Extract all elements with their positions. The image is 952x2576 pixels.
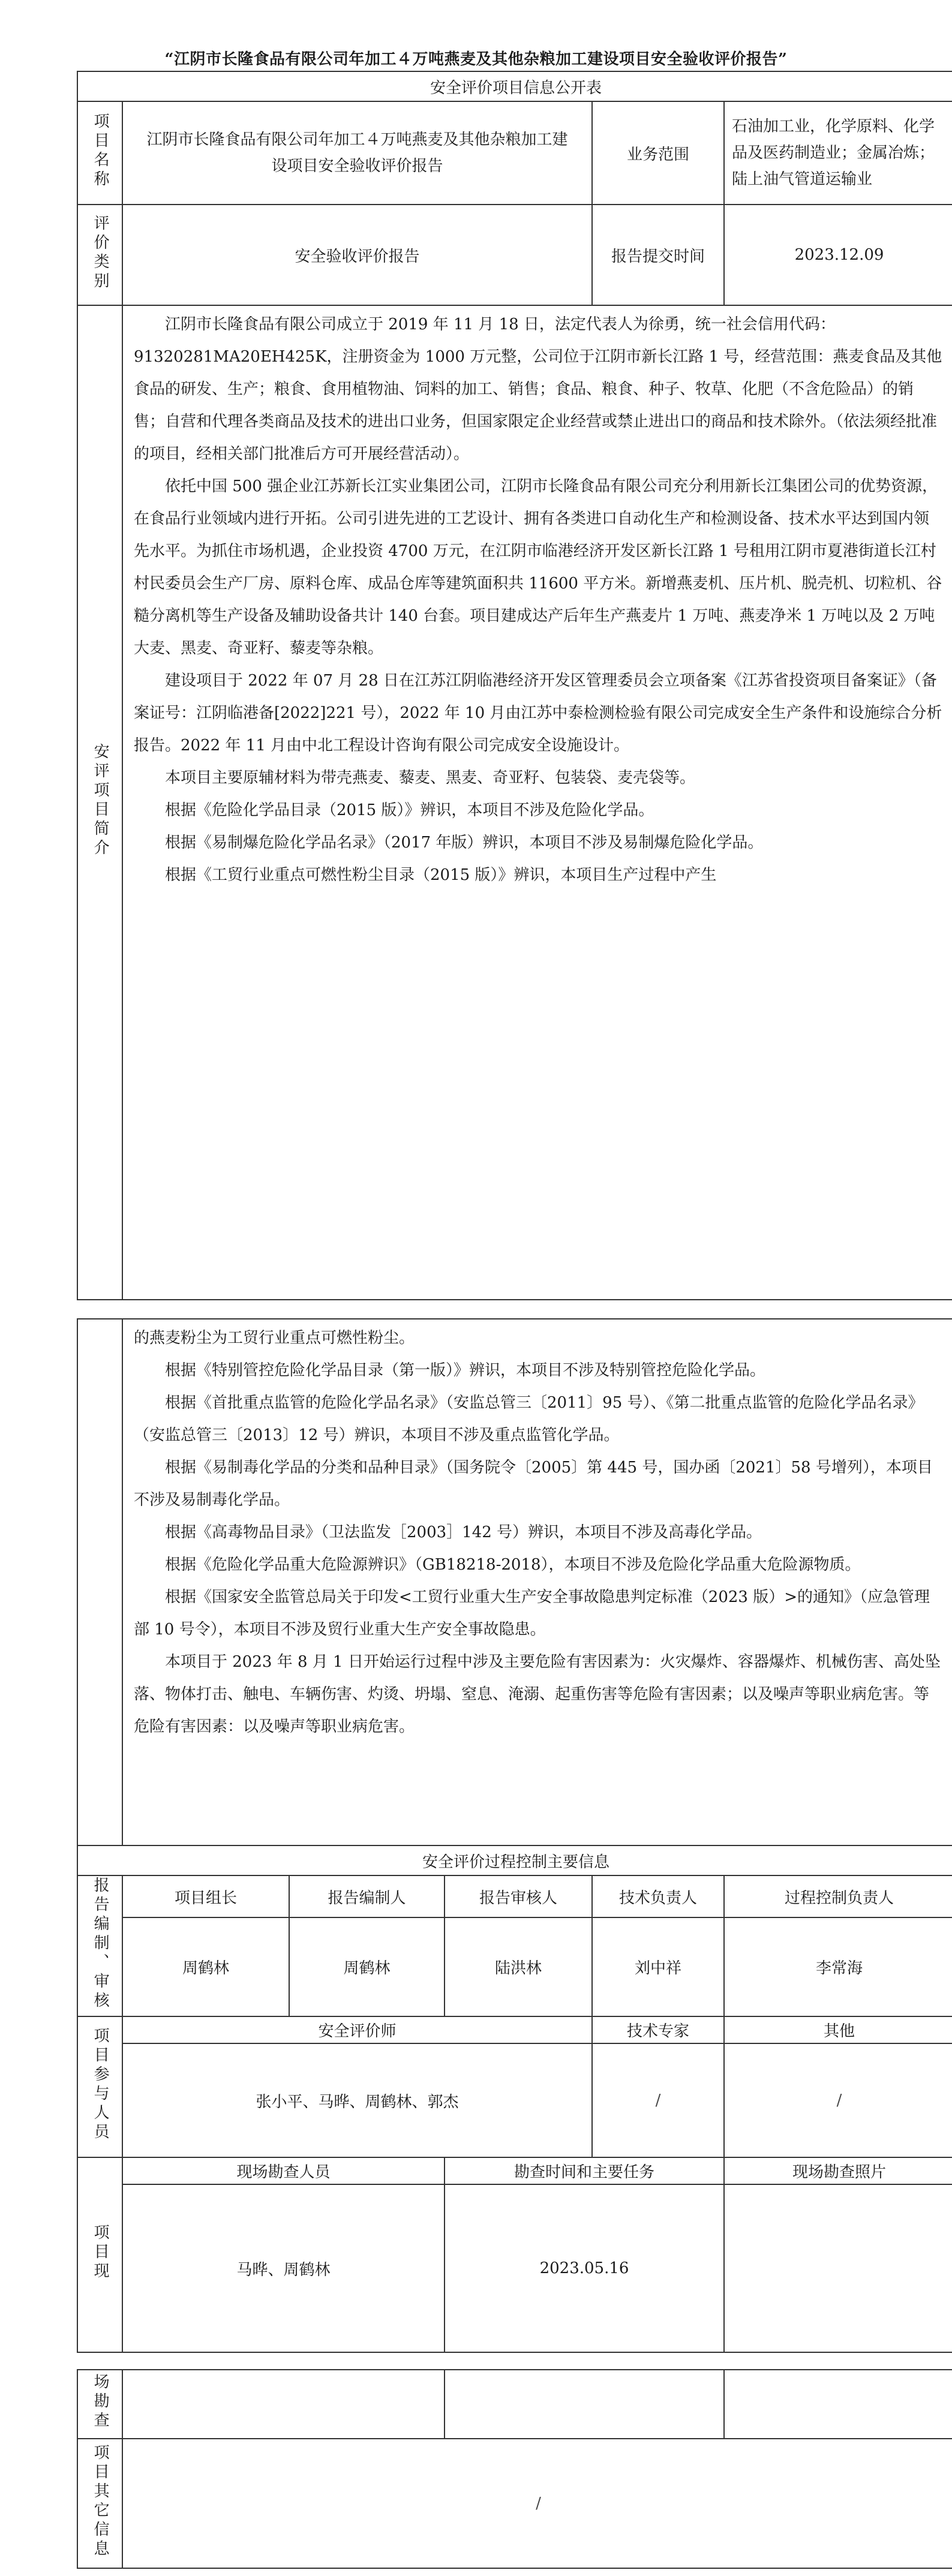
survey-label-top: 项目现 <box>91 2224 110 2282</box>
report-label: 报告编制、审核 <box>91 1877 110 2011</box>
intro-paragraph: 依托中国 500 强企业江苏新长江实业集团公司，江阴市长隆食品有限公司充分利用新长江集团公司的优势资源，在食品行业领域内进行开拓。公司引进先进的工艺设计、拥有各类进口自动化生产和检测设备、技术水平达到国内领先水平。为抓住市场机遇，企业投资 4700 万元，在江阴市临港经济开发区新长江路 1 号租用江阴市夏港街道长江村村民委员会生产厂房、原料仓库、成品仓库等建筑面积共 11600 平方米。新增燕麦机、压片机、脱壳机、切粒机、谷糙分离机等生产设备及辅助设备共计 140 台套。项目建成达产后年生产燕麦片 1 万吨、燕麦净米 1 万吨以及 2 万吨大麦、黑麦、奇亚籽、藜麦等杂粮。 <box>134 477 942 657</box>
col-tech-expert: 技术专家 <box>592 2016 724 2043</box>
intro-paragraph: 江阴市长隆食品有限公司成立于 2019 年 11 月 18 日，法定代表人为徐勇，统一社会信用代码：91320281MA20EH425K，注册资金为 1000 万元整，公司位于江阴市新长江路 1 号，经营范围：燕麦食品及其他食品的研发、生产；粮食、食用植物油、饲料的加工、销售；食品、粮食、种子、牧草、化肥（不含危险品）的销售；自营和代理各类商品及技术的进出口业务，但国家限定企业经营或禁止进出口的商品和技术除外。（依法须经批准的项目，经相关部门批准后方可开展经营活动）。 <box>134 315 942 463</box>
submit-time-label: 报告提交时间 <box>592 205 724 305</box>
other-participants: / <box>724 2043 952 2157</box>
col-tech-lead: 技术负责人 <box>592 1875 724 1917</box>
survey-staff: 马晔、周鹤林 <box>122 2184 445 2352</box>
col-report-writer: 报告编制人 <box>289 1875 445 1917</box>
submit-time: 2023.12.09 <box>724 205 952 305</box>
col-report-reviewer: 报告审核人 <box>445 1875 592 1917</box>
intro-paragraph: 根据《易制爆危险化学品名录》（2017 年版）辨识，本项目不涉及易制爆危险化学品。 <box>165 834 764 852</box>
info-table <box>77 71 952 1300</box>
col-safety-assessor: 安全评价师 <box>122 2016 592 2043</box>
col-team-leader: 项目组长 <box>122 1875 289 1917</box>
safety-assessors: 张小平、马晔、周鹤林、郭杰 <box>122 2043 592 2157</box>
document-title: “江阴市长隆食品有限公司年加工４万吨燕麦及其他杂粮加工建设项目安全验收评价报告” <box>164 50 788 68</box>
intro-body <box>122 305 952 1300</box>
intro-paragraph: 根据《危险化学品目录（2015 版）》辨识，本项目不涉及危险化学品。 <box>165 801 654 819</box>
intro-label-cell <box>77 305 122 1300</box>
project-name: 江阴市长隆食品有限公司年加工４万吨燕麦及其他杂粮加工建设项目安全验收评价报告 <box>122 101 592 205</box>
report-writer: 周鹤林 <box>289 1917 445 2016</box>
col-survey-photo: 现场勘查照片 <box>724 2157 952 2184</box>
survey-photo-cont <box>724 2370 952 2439</box>
intro-paragraph: 本项目主要原辅材料为带壳燕麦、藜麦、黑麦、奇亚籽、包装袋、麦壳袋等。 <box>165 769 696 787</box>
business-scope-label: 业务范围 <box>592 101 724 205</box>
tech-lead: 刘中祥 <box>592 1917 724 2016</box>
project-name-label-cell <box>77 101 122 205</box>
project-name-label: 项目名称 <box>91 112 110 190</box>
intro-paragraph: 建设项目于 2022 年 07 月 28 日在江苏江阴临港经济开发区管理委员会立项备案《江苏省投资项目备案证》（备案证号：江阴临港备[2022]221 号），2022 年 10 月由江苏中泰检测检验有限公司完成安全生产条件和设施综合分析报告。2022 年 11 月由中北工程设计咨询有限公司完成安全设施设计。 <box>134 672 942 755</box>
report-label-cell <box>77 1875 122 2016</box>
eval-type-label-cell <box>77 205 122 305</box>
intro-continued-label-cell <box>77 1319 122 1845</box>
survey-label-bottom: 场勘查 <box>91 2373 110 2431</box>
survey-photo <box>724 2184 952 2352</box>
process-table <box>77 1318 952 2353</box>
other-info-label-cell <box>77 2439 122 2568</box>
report-reviewer: 陆洪林 <box>445 1917 592 2016</box>
survey-time-task-cont <box>445 2370 724 2439</box>
intro-paragraph: 根据《高毒物品目录》（卫法监发［2003］142 号）辨识，本项目不涉及高毒化学品。 <box>165 1523 762 1541</box>
participants-label-cell <box>77 2016 122 2157</box>
survey-label-bottom-cell <box>77 2370 122 2439</box>
intro-paragraph: 的燕麦粉尘为工贸行业重点可燃性粉尘。 <box>134 1329 415 1347</box>
intro-paragraph: 本项目于 2023 年 8 月 1 日开始运行过程中涉及主要危险有害因素为：火灾爆炸、容器爆炸、机械伤害、高处坠落、物体打击、触电、车辆伤害、灼烫、坍塌、窒息、淹溺、起重伤害等危险有害因素；以及噪声等职业病危害。等危险有害因素：以及噪声等职业病危害。 <box>134 1653 941 1736</box>
eval-type-label: 评价类别 <box>91 214 110 291</box>
survey-time-task: 2023.05.16 <box>445 2184 724 2352</box>
col-process-lead: 过程控制负责人 <box>724 1875 952 1917</box>
intro-paragraph: 根据《危险化学品重大危险源辨识》（GB18218-2018），本项目不涉及危险化学品重大危险源物质。 <box>165 1556 861 1574</box>
intro-label: 安评项目简介 <box>91 743 110 858</box>
intro-paragraph: 根据《工贸行业重点可燃性粉尘目录（2015 版）》辨识，本项目生产过程中产生 <box>165 866 717 884</box>
intro-paragraph: 根据《国家安全监管总局关于印发<工贸行业重大生产安全事故隐患判定标准（2023 版）>的通知》（应急管理部 10 号令），本项目不涉及贸行业重大生产安全事故隐患。 <box>134 1588 930 1639</box>
tech-experts: / <box>592 2043 724 2157</box>
other-info: / <box>122 2439 952 2568</box>
intro-paragraph: 根据《易制毒化学品的分类和品种目录》（国务院令〔2005〕第 445 号，国办函〔2021〕58 号增列），本项目不涉及易制毒化学品。 <box>134 1459 933 1509</box>
eval-type: 安全验收评价报告 <box>122 205 592 305</box>
col-other: 其他 <box>724 2016 952 2043</box>
intro-paragraph: 根据《特别管控危险化学品目录（第一版）》辨识，本项目不涉及特别管控危险化学品。 <box>165 1361 766 1379</box>
process-lead: 李常海 <box>724 1917 952 2016</box>
intro-paragraph: 根据《首批重点监管的危险化学品名录》（安监总管三〔2011〕95 号）、《第二批重点监管的危险化学品名录》（安监总管三〔2013〕12 号）辨识，本项目不涉及重点监管化学品。 <box>134 1394 924 1444</box>
team-leader: 周鹤林 <box>122 1917 289 2016</box>
participants-label: 项目参与人员 <box>91 2027 110 2142</box>
business-scope: 石油加工业，化学原料、化学品及医药制造业；金属冶炼；陆上油气管道运输业 <box>724 101 952 205</box>
process-table-header: 安全评价过程控制主要信息 <box>77 1845 952 1875</box>
info-table-header: 安全评价项目信息公开表 <box>77 71 952 101</box>
survey-staff-cont <box>122 2370 445 2439</box>
col-survey-time-task: 勘查时间和主要任务 <box>445 2157 724 2184</box>
col-survey-staff: 现场勘查人员 <box>122 2157 445 2184</box>
other-info-table <box>77 2369 952 2569</box>
survey-label-top-cell <box>77 2157 122 2352</box>
intro-continued-body <box>122 1319 952 1845</box>
other-info-label: 项目其它信息 <box>91 2443 110 2559</box>
